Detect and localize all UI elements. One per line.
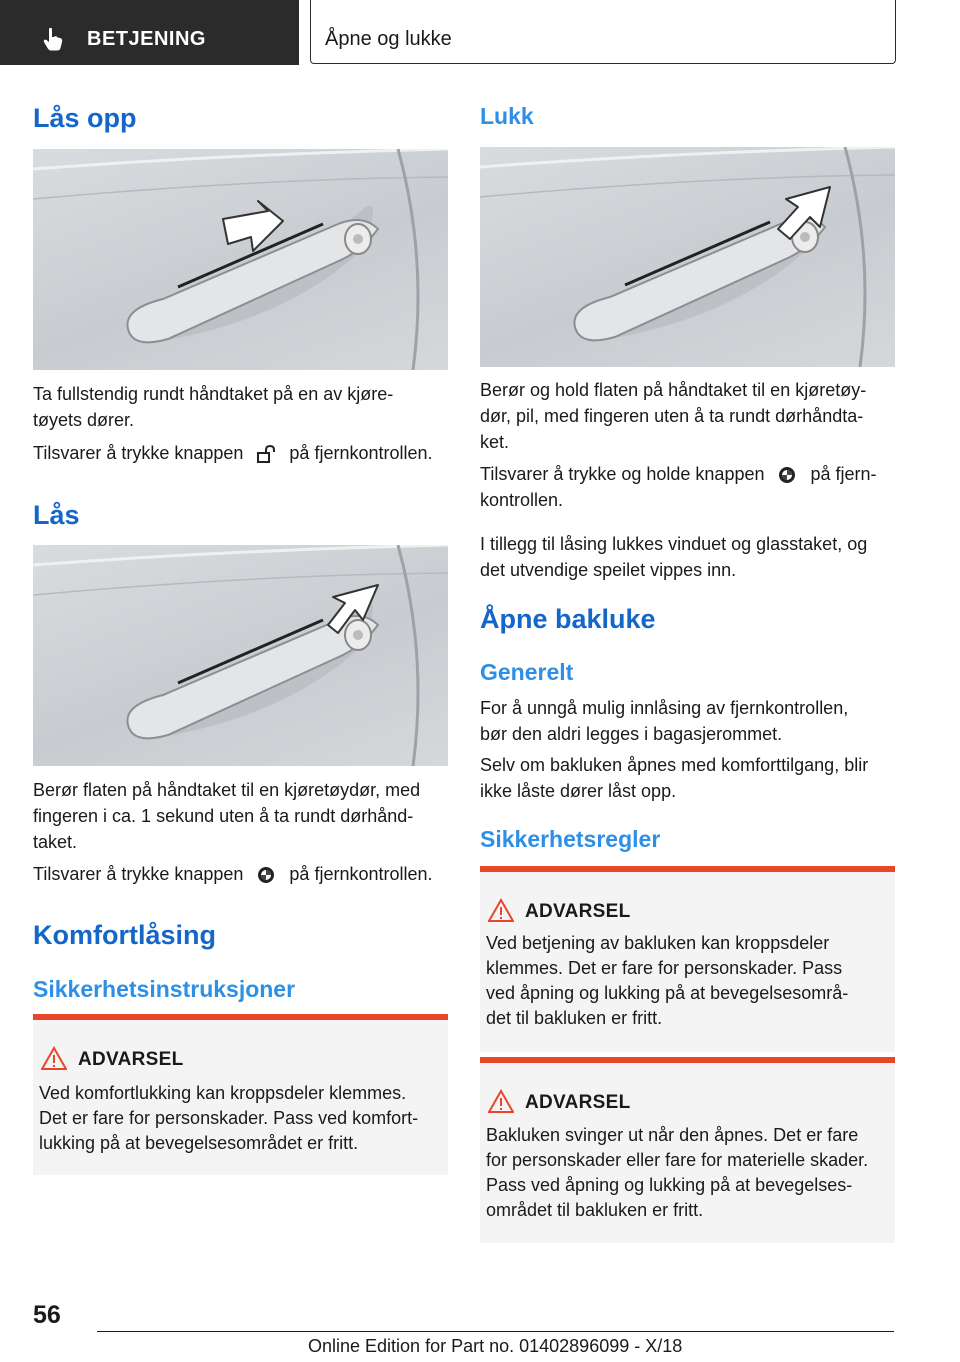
footer-edition: Online Edition for Part no. 01402896099 - X/18	[308, 1336, 683, 1356]
paragraph-las-opp	[33, 381, 453, 433]
text-line: Berør og hold flaten på håndtaket til en kjøretøy-	[480, 380, 867, 400]
text-line: bør den aldri legges i bagasjerommet.	[480, 724, 783, 744]
warning-title: ADVARSEL	[78, 1049, 184, 1070]
page-number: 56	[33, 1301, 61, 1329]
heading-sikkerhetsinstruksjoner: Sikkerhetsinstruksjoner	[33, 976, 296, 1002]
text-line: Berør flaten på håndtaket til en kjøretøydør, med	[33, 780, 421, 800]
text-line: det utvendige speilet vippes inn.	[480, 560, 737, 580]
text-line: tøyets dører.	[33, 410, 135, 430]
warning-text	[39, 1081, 449, 1156]
warning-title: ADVARSEL	[525, 901, 631, 922]
heading-sikkerhetsregler: Sikkerhetsregler	[480, 826, 661, 852]
warning-box	[480, 866, 895, 1052]
text-line: kontrollen.	[480, 490, 564, 510]
text-line: dør, pil, med fingeren uten å ta rundt dørhåndta-	[480, 406, 864, 426]
heading-komfortlasing: Komfortlåsing	[33, 920, 217, 950]
heading-las-opp: Lås opp	[33, 103, 137, 133]
footer-divider	[97, 1331, 894, 1332]
text-line: ikke låste dører låst opp.	[480, 781, 677, 801]
text-line: taket.	[33, 832, 78, 852]
door-handle-close-image	[480, 147, 895, 367]
heading-generelt: Generelt	[480, 659, 574, 685]
text-line: ket.	[480, 432, 510, 452]
paragraph-lukk	[480, 377, 900, 455]
warning-text	[486, 931, 896, 1031]
text-span: på fjernkontrollen.	[289, 443, 433, 463]
text-line: klemmes. Det er fare for personskader. Pass	[486, 958, 843, 978]
text-line: fingeren i ca. 1 sekund uten å ta rundt dørhånd-	[33, 806, 414, 826]
text-line: Pass ved åpning og lukking på at bevegelses-	[486, 1175, 853, 1195]
paragraph-las-key	[33, 861, 453, 887]
text-line: Selv om bakluken åpnes med komforttilgang, blir	[480, 755, 869, 775]
bmw-logo-icon	[778, 466, 796, 484]
heading-apne-bakluke: Åpne bakluke	[480, 604, 656, 634]
door-handle-unlock-image	[33, 149, 448, 370]
door-handle-lock-image	[33, 545, 448, 766]
warning-text	[486, 1123, 896, 1223]
heading-las: Lås	[33, 500, 80, 530]
paragraph-generelt-2	[480, 752, 900, 804]
text-line: I tillegg til låsing lukkes vinduet og glasstaket, og	[480, 534, 868, 554]
paragraph-las-opp-key	[33, 440, 453, 466]
text-span: Tilsvarer å trykke knappen	[33, 864, 244, 884]
text-span: på fjernkontrollen.	[289, 864, 433, 884]
unlock-icon	[257, 445, 275, 463]
text-line: Ved betjening av bakluken kan kroppsdeler	[486, 933, 830, 953]
text-line: området til bakluken er fritt.	[486, 1200, 704, 1220]
text-span: Tilsvarer å trykke og holde knappen	[480, 464, 765, 484]
warning-box	[480, 1057, 895, 1243]
header-section-label: BETJENING	[87, 28, 206, 50]
paragraph-tillegg	[480, 531, 900, 583]
warning-box	[33, 1014, 448, 1175]
paragraph-lukk-key	[480, 461, 900, 513]
touch-hand-icon	[42, 27, 64, 51]
warning-title: ADVARSEL	[525, 1092, 631, 1113]
paragraph-generelt-1	[480, 695, 900, 747]
text-line: Det er fare for personskader. Pass ved komfort-	[39, 1108, 419, 1128]
warning-triangle-icon	[41, 1046, 67, 1070]
text-line: Ta fullstendig rundt håndtaket på en av kjøre-	[33, 384, 394, 404]
text-line: det til bakluken er fritt.	[486, 1008, 663, 1028]
text-span: Tilsvarer å trykke knappen	[33, 443, 244, 463]
text-line: lukking på at bevegelsesområdet er fritt.	[39, 1133, 359, 1153]
text-line: Bakluken svinger ut når den åpnes. Det er fare	[486, 1125, 859, 1145]
heading-lukk: Lukk	[480, 103, 534, 129]
text-line: For å unngå mulig innlåsing av fjernkontrollen,	[480, 698, 849, 718]
warning-triangle-icon	[488, 898, 514, 922]
text-line	[480, 461, 900, 487]
paragraph-las	[33, 777, 453, 855]
text-line: Ved komfortlukking kan kroppsdeler klemmes.	[39, 1083, 407, 1103]
header-title: Åpne og lukke	[325, 28, 452, 50]
text-line: for personskader eller fare for materielle skader.	[486, 1150, 869, 1170]
text-span: på fjern-	[810, 464, 877, 484]
text-line: ved åpning og lukking på at bevegelsesområ-	[486, 983, 849, 1003]
bmw-logo-icon	[257, 866, 275, 884]
warning-triangle-icon	[488, 1089, 514, 1113]
